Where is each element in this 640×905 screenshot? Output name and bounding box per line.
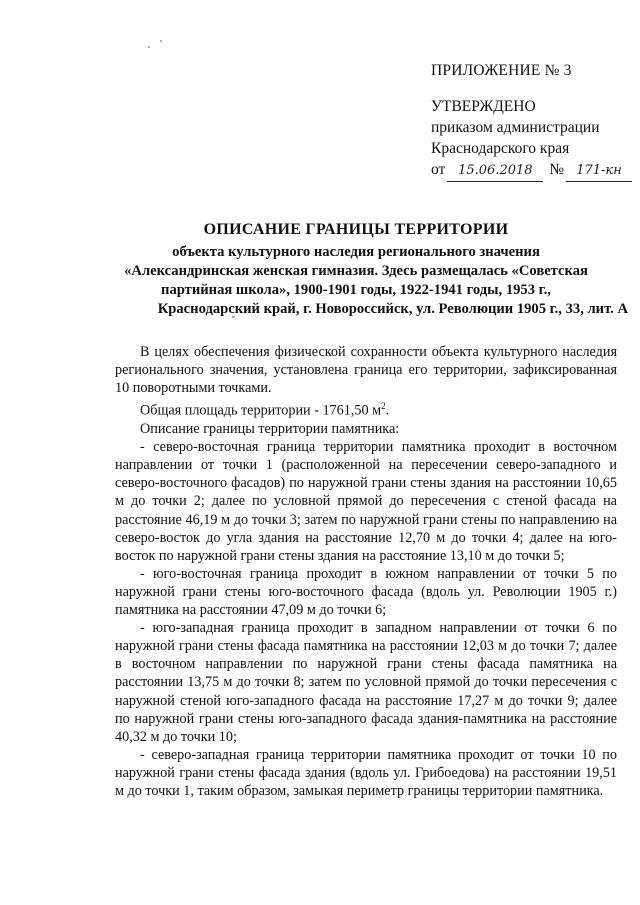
title-line-5: Краснодарский край, г. Новороссийск, ул. Революции 1905 г., 33, лит. А xyxy=(157,301,628,317)
date-prefix: от xyxy=(431,161,446,178)
southwest-boundary-paragraph: - юго-западная граница проходит в западном направлении от точки 6 по наружной грани стены фасада памятника на расстоянии 12,03 м до точки 7; далее в восточном направлении по наружной грани стены фасада памятника на расстоянии 13,75 м до точки 8; затем по условной прямой до точки пересечения с наружной стеной юго-западного фасада на расстояние 17,27 м до точки 9; далее по наружной грани стены юго-западного фасада здания-памятника на расстояние 40,32 м до точки 10; xyxy=(115,620,617,745)
document-title: ОПИСАНИЕ ГРАНИЦЫ ТЕРРИТОРИИ xyxy=(203,221,509,238)
appendix-label: ПРИЛОЖЕНИЕ № 3 xyxy=(431,62,572,79)
body-area-paragraph xyxy=(115,397,617,420)
title-line-4: партийная школа», 1900-1901 годы, 1922-1941 годы, 1953 г., xyxy=(161,282,551,298)
document-body xyxy=(115,343,617,800)
area-text: Общая площадь территории - 1761,50 м xyxy=(140,403,382,420)
scan-speck xyxy=(160,40,162,42)
area-end: . xyxy=(385,403,390,420)
body-paragraph-1: В целях обеспечения физической сохранности объекта культурного наследия регионального значения, установлена граница его территории, зафиксированная 10 поворотными точками. xyxy=(115,344,617,397)
northeast-boundary-paragraph: - северо-восточная граница территории памятника проходит в восточном направлении от точки 1 (расположенной на пересечении северо-западного и северо-восточного фасадов) по наружной грани стены здания на расстоянии 10,65 м до точки 2; далее по условной прямой до пересечения с стеной фасада на расстояние 46,19 м до точки 3; затем по наружной грани стены по направлению на северо-восток до угла здания на расстояние 12,70 м до точки 4; далее на юго-восток по наружной грани стены здания на расстояние 13,10 м до точки 5; xyxy=(115,439,617,564)
body-paragraph-3: Описание границы территории памятника: xyxy=(140,421,400,438)
order-date-line xyxy=(431,159,634,182)
handwritten-date: 15.06.2018 xyxy=(447,160,543,182)
area-unit-superscript: 2 xyxy=(381,401,386,412)
title-line-2: объекта культурного наследия регионального значения xyxy=(172,244,540,260)
southeast-boundary-paragraph: - юго-восточная граница проходит в южном направлении от точки 5 по наружной грани стены юго-восточного фасада (вдоль ул. Революции 1905 г.) памятника на расстоянии 47,09 м до точки 6; xyxy=(115,565,617,619)
approval-block xyxy=(431,96,634,182)
scan-speck xyxy=(148,46,150,48)
handwritten-number: 171-кн xyxy=(566,160,632,182)
number-prefix: № xyxy=(549,161,564,178)
order-line-2: Краснодарского края xyxy=(431,140,570,157)
northwest-boundary-paragraph: - северо-западная граница территории памятника проходит от точки 10 по наружной грани стены фасада здания (вдоль ул. Грибоедова) на расстоянии 19,51 м до точки 1, таким образом, замыкая периметр границы территории памятника. xyxy=(115,746,617,799)
title-line-3: «Александринская женская гимназия. Здесь размещалась «Советская xyxy=(124,263,588,279)
order-line-1: приказом администрации xyxy=(431,119,600,136)
document-title-block xyxy=(96,221,628,319)
approved-label: УТВЕРЖДЕНО xyxy=(431,98,536,115)
